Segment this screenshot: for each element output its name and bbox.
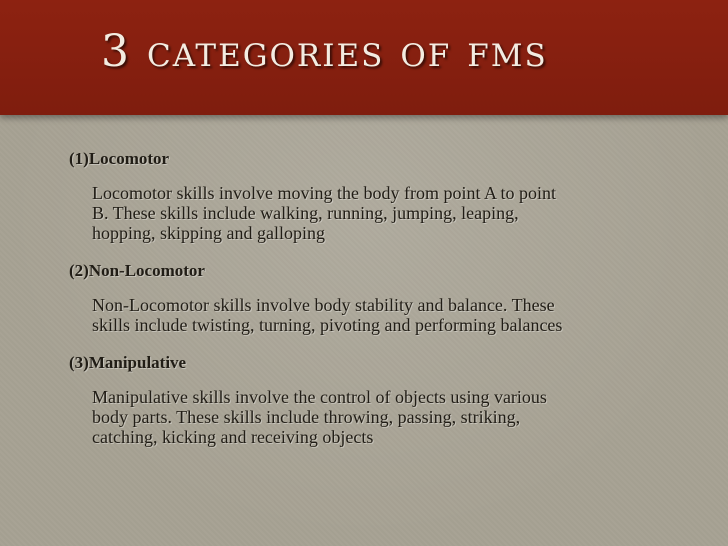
title-bar [0,0,728,115]
category-heading: (3)Manipulative [69,353,187,372]
slide-content [69,149,689,447]
description-line: skills include twisting, turning, pivoting and performing balances [92,315,563,335]
description-line: hopping, skipping and galloping [92,223,325,243]
category-description [92,183,677,243]
category-non-locomotor [69,261,689,335]
description-line: Non-Locomotor skills involve body stability and balance. These [92,295,555,315]
description-line: B. These skills include walking, running, jumping, leaping, [92,203,519,223]
category-locomotor [69,149,689,243]
slide-title: 3 categories of fms [101,26,548,77]
category-manipulative [69,353,689,447]
description-line: catching, kicking and receiving objects [92,427,374,447]
description-line: body parts. These skills include throwing, passing, striking, [92,407,521,427]
description-line: Manipulative skills involve the control of objects using various [92,387,547,407]
category-description [92,387,677,447]
category-description [92,295,677,335]
description-line: Locomotor skills involve moving the body from point A to point [92,183,556,203]
category-heading: (1)Locomotor [69,149,170,168]
category-heading: (2)Non-Locomotor [69,261,205,280]
